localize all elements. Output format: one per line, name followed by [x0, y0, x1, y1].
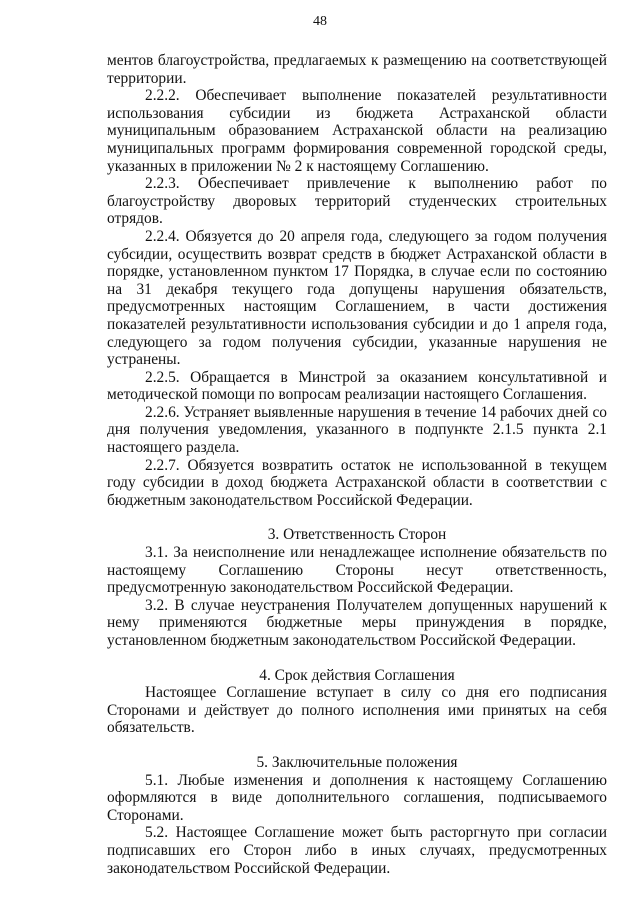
- section-4-heading: 4. Срок действия Соглашения: [259, 666, 455, 684]
- paragraph-2-2-3: 2.2.3. Обеспечивает привлечение к выполнению работ по благоустройству дворовых территорий студенческих строительных отрядов.: [107, 175, 607, 228]
- paragraph-2-2-5: 2.2.5. Обращается в Минстрой за оказанием консультативной и методической помощи по вопросам реализации настоящего Соглашения.: [107, 368, 607, 404]
- paragraph-2-2-2: 2.2.2. Обеспечивает выполнение показателей результативности использования субсидии из бюджета Астраханской области муниципальным образованием Астраханской области на реализацию муниципальных программ формирования современной городской среды, указанных в приложении № 2 к настоящему Соглашению.: [107, 87, 607, 175]
- section-5-heading: 5. Заключительные положения: [256, 753, 458, 771]
- paragraph-3-1: 3.1. За неисполнение или ненадлежащее исполнение обязательств по настоящему Соглашению Стороны несут ответственность, предусмотренную законодательством Российской Федерации.: [107, 544, 607, 597]
- paragraph-2-2-6: 2.2.6. Устраняет выявленные нарушения в течение 14 рабочих дней со дня получения уведомления, указанного в подпункте 2.1.5 пункта 2.1 настоящего раздела.: [107, 403, 607, 457]
- paragraph-5-2: 5.2. Настоящее Соглашение может быть расторгнуто при согласии подписавших его Сторон либо в иных случаях, предусмотренных законодательством Российской Федерации.: [107, 824, 607, 877]
- paragraph-3-2: 3.2. В случае неустранения Получателем допущенных нарушений к нему применяются бюджетные меры принуждения в порядке, установленном бюджетным законодательством Российской Федерации.: [107, 596, 607, 649]
- page-number: 48: [313, 14, 327, 29]
- paragraph-continuation: ментов благоустройства, предлагаемых к размещению на соответствующей территории.: [107, 52, 607, 87]
- paragraph-2-2-7: 2.2.7. Обязуется возвратить остаток не использованной в текущем году субсидии в доход бюджета Астраханской области в соответствии с бюджетным законодательством Российской Федерации.: [107, 456, 607, 509]
- document-body: [107, 52, 607, 877]
- paragraph-5-1: 5.1. Любые изменения и дополнения к настоящему Соглашению оформляются в виде дополнительного соглашения, подписываемого Сторонами.: [107, 771, 607, 824]
- paragraph-4-1: Настоящее Соглашение вступает в силу со дня его подписания Сторонами и действует до полного исполнения ими принятых на себя обязательств.: [107, 684, 607, 737]
- section-3-heading: 3. Ответственность Сторон: [267, 526, 447, 544]
- paragraph-2-2-4: 2.2.4. Обязуется до 20 апреля года, следующего за годом получения субсидии, осуществить возврат средств в бюджет Астраханской области в порядке, установленном пунктом 17 Порядка, в случае если по состоянию на 31 декабря текущего года допущены нарушения обязательств, предусмотренных настоящим Соглашением, в части достижения показателей результативности использования субсидии и до 1 апреля года, следующего за годом получения субсидии, указанные нарушения не устранены.: [107, 227, 607, 369]
